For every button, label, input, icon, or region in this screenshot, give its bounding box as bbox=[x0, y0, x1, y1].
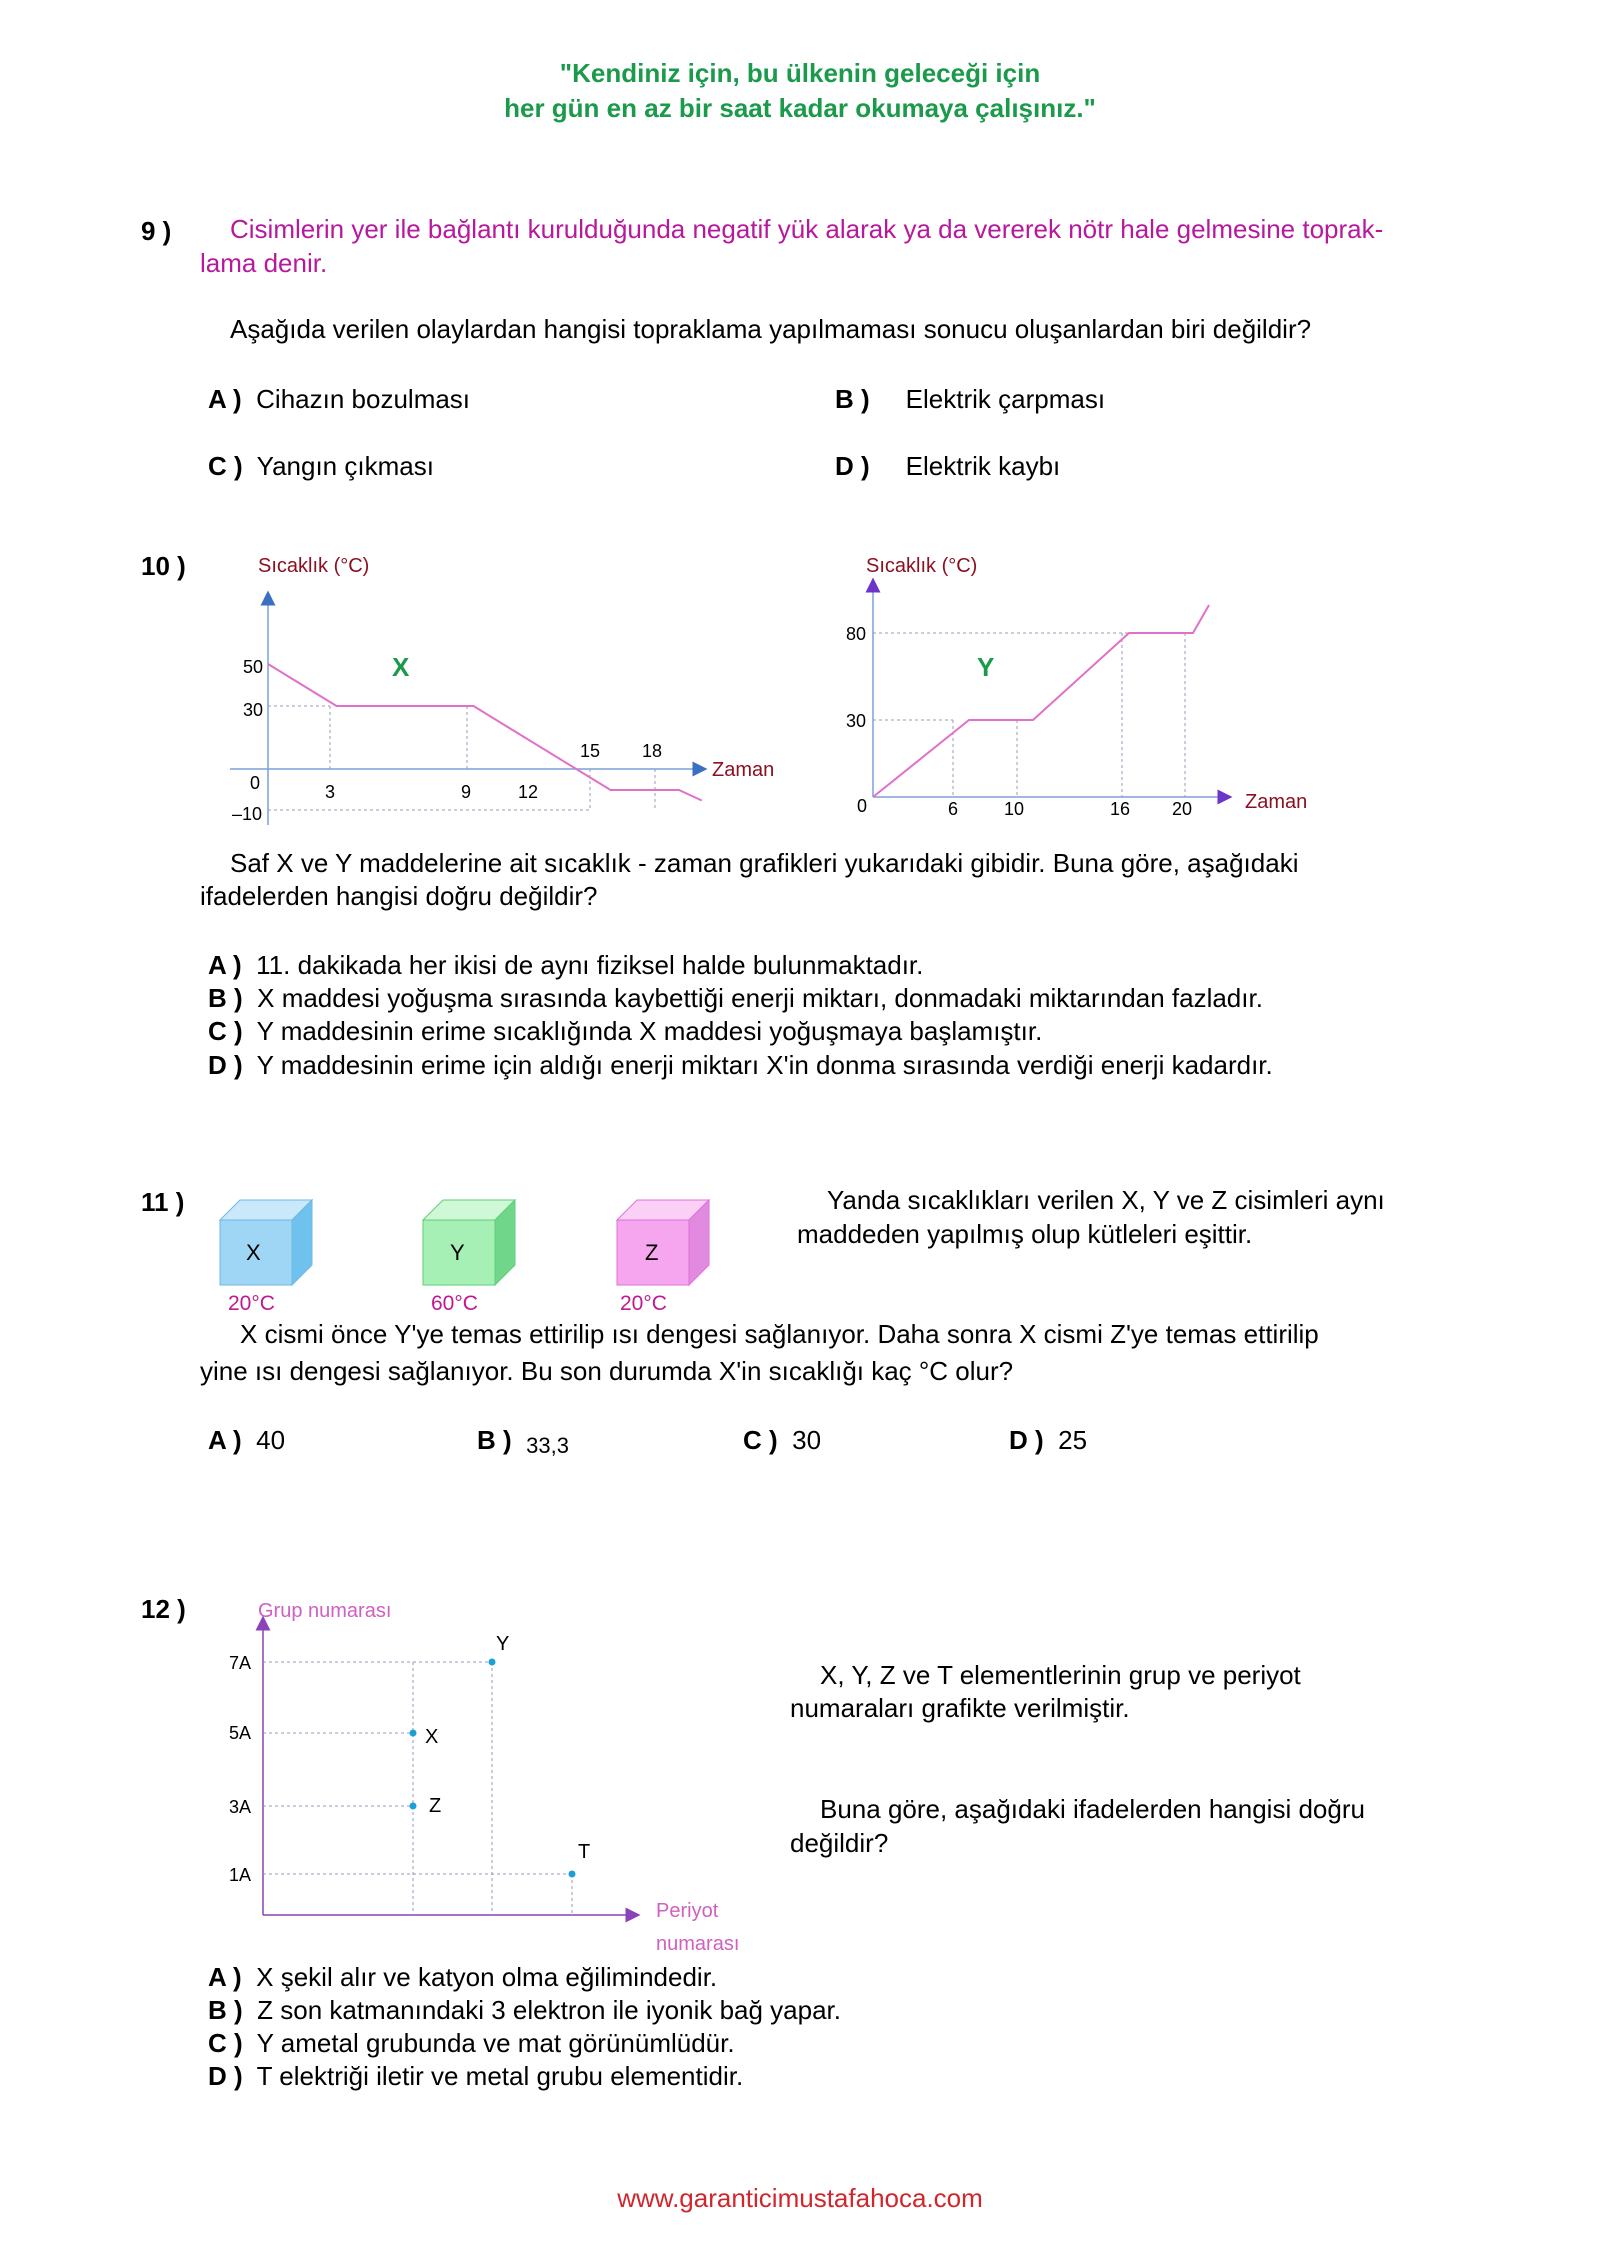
x-axis-label-line2: numarası bbox=[656, 1933, 740, 1955]
cube-x bbox=[220, 1200, 312, 1285]
side-text: değildir? bbox=[790, 1828, 889, 1858]
info-text: lama denir. bbox=[200, 248, 328, 278]
option-a: A ) 11. dakikada her ikisi de aynı fiziksel halde bulunmaktadır. bbox=[208, 950, 924, 980]
y-tick: 1A bbox=[229, 1865, 252, 1885]
x-tick: 9 bbox=[461, 782, 472, 802]
chart-x bbox=[230, 555, 774, 825]
x-axis-label: Zaman bbox=[712, 759, 775, 781]
option-d: D ) T elektriği iletir ve metal grubu elementidir. bbox=[208, 2061, 744, 2091]
option-d: D ) 25 bbox=[1009, 1425, 1088, 1455]
cube-temp: 60°C bbox=[431, 1292, 478, 1315]
point-y bbox=[489, 1659, 496, 1666]
y-tick: 80 bbox=[846, 624, 867, 644]
guide-lines bbox=[263, 1662, 572, 1915]
x-axis-label: Zaman bbox=[1245, 791, 1308, 813]
cube-temp: 20°C bbox=[228, 1292, 275, 1315]
point-label-y: Y bbox=[496, 1633, 510, 1655]
y-tick: 50 bbox=[243, 657, 264, 677]
series-label: X bbox=[392, 652, 410, 682]
option-b: B ) X maddesi yoğuşma sırasında kaybettiği enerji miktarı, donmadaki miktarından fazladır. bbox=[208, 983, 1263, 1013]
x-tick: 0 bbox=[857, 796, 868, 816]
cube-label: Z bbox=[645, 1240, 659, 1265]
x-tick: 15 bbox=[580, 741, 601, 761]
chart-q12 bbox=[229, 1600, 739, 1955]
series-label: Y bbox=[977, 652, 995, 682]
cube-label: Y bbox=[450, 1240, 465, 1265]
cube-y bbox=[423, 1200, 515, 1285]
point-label-t: T bbox=[578, 1841, 591, 1863]
cube-label: X bbox=[246, 1240, 261, 1265]
side-text: numaraları grafikte verilmiştir. bbox=[790, 1693, 1130, 1723]
question-number: 12 ) bbox=[141, 1594, 186, 1624]
x-axis-label-line1: Periyot bbox=[656, 1900, 719, 1922]
y-axis-label: Sıcaklık (°C) bbox=[258, 555, 370, 577]
x-tick: 20 bbox=[1172, 799, 1193, 819]
question-text: ifadelerden hangisi doğru değildir? bbox=[200, 881, 598, 911]
question-text: Aşağıda verilen olaylardan hangisi topraklama yapılmaması sonucu oluşanlardan biri değildir? bbox=[230, 314, 1312, 344]
y-tick: 30 bbox=[243, 700, 264, 720]
point-label-z: Z bbox=[429, 1795, 442, 1817]
x-tick: 18 bbox=[642, 741, 663, 761]
y-tick: 7A bbox=[229, 1653, 252, 1673]
point-t bbox=[569, 1871, 576, 1878]
y-tick: 0 bbox=[250, 773, 261, 793]
y-tick: –10 bbox=[232, 804, 263, 824]
series-line-y bbox=[873, 605, 1209, 797]
header-quote-line2: her gün en az bir saat kadar okumaya çalışınız." bbox=[504, 93, 1096, 123]
option-c: C ) Y ametal grubunda ve mat görünümlüdür. bbox=[208, 2028, 735, 2058]
y-tick: 5A bbox=[229, 1723, 252, 1743]
option-a: A ) X şekil alır ve katyon olma eğilimindedir. bbox=[208, 1962, 718, 1992]
side-text: maddeden yapılmış olup kütleleri eşittir. bbox=[797, 1219, 1253, 1249]
side-text: Buna göre, aşağıdaki ifadelerden hangisi doğru bbox=[820, 1794, 1365, 1824]
side-text: Yanda sıcaklıkları verilen X, Y ve Z cisimleri aynı bbox=[827, 1185, 1385, 1215]
question-text: X cismi önce Y'ye temas ettirilip ısı dengesi sağlanıyor. Daha sonra X cismi Z'ye temas ettirilip bbox=[240, 1319, 1319, 1349]
y-axis-label: Grup numarası bbox=[258, 1600, 392, 1622]
option-b: B ) 33,3 bbox=[477, 1425, 569, 1458]
question-number: 11 ) bbox=[141, 1187, 185, 1217]
question-number: 9 ) bbox=[141, 216, 172, 246]
question-text: Saf X ve Y maddelerine ait sıcaklık - zaman grafikleri yukarıdaki gibidir. Buna göre, aşağıdaki bbox=[230, 848, 1299, 878]
question-number: 10 ) bbox=[141, 551, 186, 581]
y-tick: 3A bbox=[229, 1797, 252, 1817]
series-line-x bbox=[268, 664, 702, 801]
chart-y bbox=[846, 555, 1307, 819]
question-text: yine ısı dengesi sağlanıyor. Bu son durumda X'in sıcaklığı kaç °C olur? bbox=[200, 1356, 1014, 1386]
option-a: A ) 40 bbox=[208, 1425, 286, 1455]
option-c: C ) 30 bbox=[743, 1425, 822, 1455]
option-c: C ) Y maddesinin erime sıcaklığında X maddesi yoğuşmaya başlamıştır. bbox=[208, 1016, 1043, 1046]
info-text: Cisimlerin yer ile bağlantı kurulduğunda negatif yük alarak ya da vererek nötr hale gelmesine toprak- bbox=[230, 214, 1384, 244]
point-x bbox=[410, 1730, 417, 1737]
x-tick: 3 bbox=[325, 782, 336, 802]
option-c: C ) Yangın çıkması bbox=[208, 451, 434, 481]
option-d: D ) Y maddesinin erime için aldığı enerji miktarı X'in donma sırasında verdiği enerji kadardır. bbox=[208, 1050, 1273, 1080]
cube-temp: 20°C bbox=[620, 1292, 667, 1315]
option-d: D ) Elektrik kaybı bbox=[835, 451, 1061, 481]
cube-z bbox=[617, 1200, 709, 1285]
x-tick: 6 bbox=[948, 799, 959, 819]
point-z bbox=[410, 1803, 417, 1810]
side-text: X, Y, Z ve T elementlerinin grup ve periyot bbox=[820, 1660, 1301, 1690]
x-tick: 16 bbox=[1110, 799, 1131, 819]
x-tick: 12 bbox=[518, 782, 539, 802]
y-tick: 30 bbox=[846, 711, 867, 731]
guide-lines bbox=[873, 633, 1185, 797]
option-b: B ) Elektrik çarpması bbox=[835, 384, 1106, 414]
header-quote-line1: "Kendiniz için, bu ülkenin geleceği için bbox=[559, 58, 1041, 88]
footer-website[interactable]: www.garanticimustafahoca.com bbox=[617, 2183, 983, 2213]
point-label-x: X bbox=[425, 1726, 439, 1748]
y-axis-label: Sıcaklık (°C) bbox=[866, 555, 978, 577]
option-a: A ) Cihazın bozulması bbox=[208, 384, 471, 414]
option-b: B ) Z son katmanındaki 3 elektron ile iyonik bağ yapar. bbox=[208, 1995, 842, 2025]
x-tick: 10 bbox=[1004, 799, 1025, 819]
